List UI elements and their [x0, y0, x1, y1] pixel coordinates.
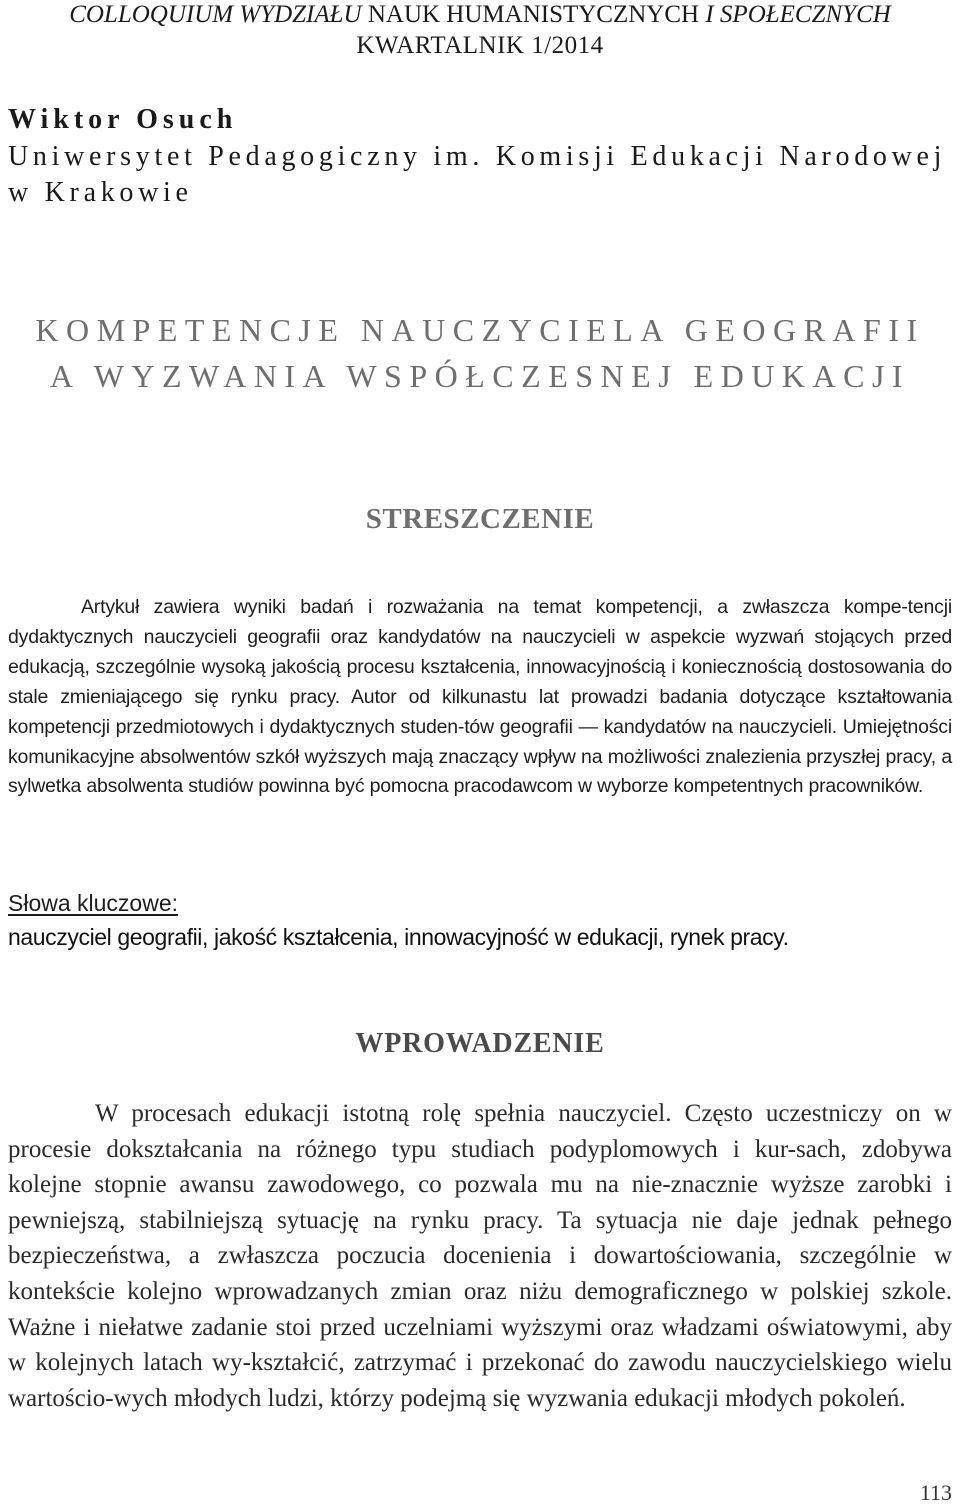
section-body: [8, 1096, 952, 1416]
author-name: Wiktor Osuch: [8, 104, 238, 135]
author-affiliation-line1: Uniwersytet Pedagogiczny im. Komisji Edukacji Narodowej: [8, 141, 947, 172]
article-title-line1: KOMPETENCJE NAUCZYCIELA GEOGRAFII: [35, 312, 925, 348]
keywords-text: nauczyciel geografii, jakość kształcenia, innowacyjność w edukacji, rynek pracy.: [8, 924, 789, 950]
journal-name-regular: NAUK HUMANISTYCZNYCH: [361, 1, 706, 28]
section-heading: WPROWADZENIE: [355, 1028, 605, 1059]
abstract-text: [8, 593, 952, 802]
section-paragraph: W procesach edukacji istotną rolę spełnia nauczyciel. Często uczestniczy on w procesie dokształcania na różnego typu studiach podyplomowych i kur-sach, zdobywa kolejne stopnie awansu zawodowego, co pozwala mu na nie-znacznie wyższe zarobki i pewniejszą, stabilniejszą sytuację na rynku pracy. Ta sytuacja nie daje jednak pełnego bezpieczeństwa, a zwłaszcza poczucia docenienia i dowartościowania, szczególnie w kontekście kolejno wprowadzanych zmian oraz niżu demograficznego w polskiej szkole. Ważne i niełatwe zadanie stoi przed uczelniami wyższymi oraz władzami oświatowymi, aby w kolejnych latach wy-kształcić, zatrzymać i przekonać do zawodu nauczycielskiego wielu wartościo-wych młodych ludzi, którzy podejmą się wyzwania edukacji młodych pokoleń.: [8, 1100, 952, 1412]
journal-issue: KWARTALNIK 1/2014: [356, 32, 604, 59]
author-affiliation-line2: w Krakowie: [8, 177, 193, 208]
journal-name-italic-1: COLLOQUIUM WYDZIAŁU: [69, 1, 362, 28]
abstract-body: Artykuł zawiera wyniki badań i rozważania na temat kompetencji, a zwłaszcza kompe-tencji dydaktycznych nauczycieli geografii oraz kandydatów na nauczycieli w aspekcie wyzwań stojących przed edukacją, szczególnie wysoką jakością procesu kształcenia, innowacyjnością i koniecznością dostosowania do stale zmieniającego się rynku pracy. Autor od kilkunastu lat prowadzi badania dotyczące kształtowania kompetencji przedmiotowych i dydaktycznych studen-tów geografii — kandydatów na nauczycieli. Umiejętności komunikacyjne absolwentów szkół wyższych mają znaczący wpływ na możliwości znalezienia przyszłej pracy, a sylwetka absolwenta studiów powinna być pomocna pracodawcom w wyborze kompetentnych pracowników.: [8, 596, 952, 798]
abstract-heading: STRESZCZENIE: [365, 503, 595, 535]
keywords-label: Słowa kluczowe:: [8, 890, 179, 916]
page-number: 113: [919, 1480, 952, 1505]
journal-name-italic-2: I SPOŁECZNYCH: [705, 1, 891, 28]
journal-name: [0, 0, 960, 30]
article-title-line2: A WYZWANIA WSPÓŁCZESNEJ EDUKACJI: [49, 358, 911, 394]
